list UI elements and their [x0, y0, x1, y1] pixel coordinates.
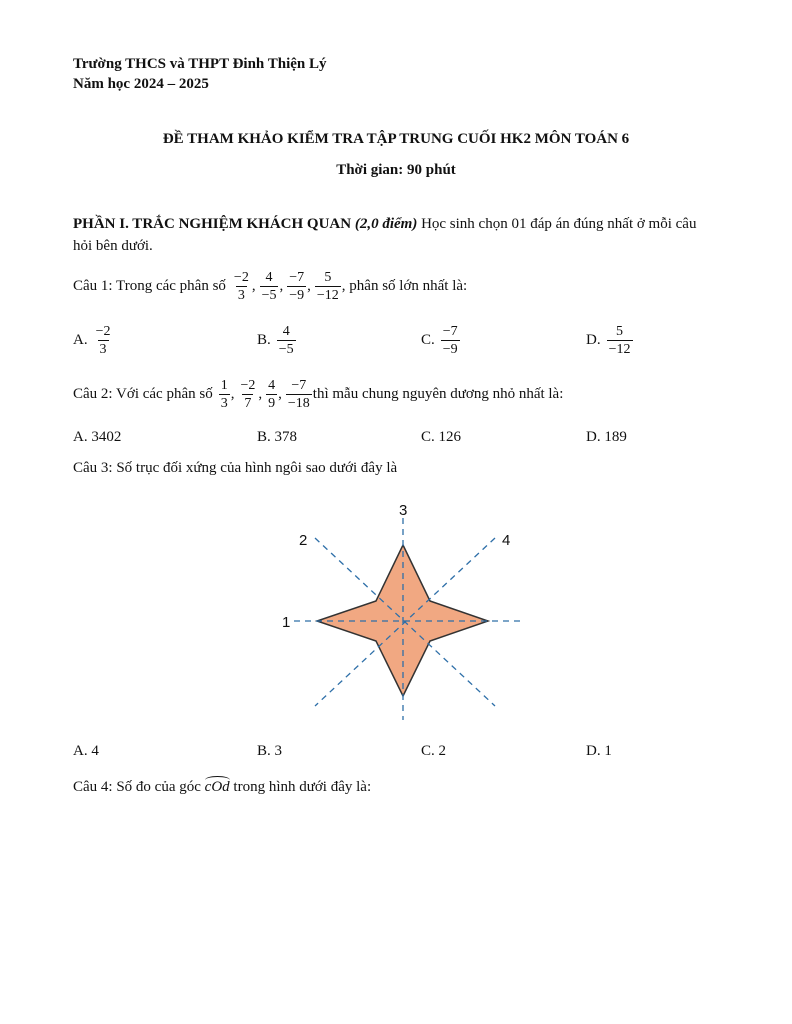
axis-label-2: 2	[299, 532, 308, 549]
question-1-prefix: Câu 1: Trong các phân số	[73, 278, 226, 294]
q2-option-d[interactable]: D. 189	[586, 429, 627, 445]
question-2-suffix: thì mẫu chung nguyên dương nhỏ nhất là:	[312, 386, 564, 402]
q3-option-b[interactable]: B. 3	[257, 743, 283, 759]
part1-instruction: Học sinh chọn 01 đáp án đúng nhất ở mỗi câu	[417, 216, 697, 232]
question-2: Câu 2: Với các phân số $\frac{1}{3}$ , $\frac{-2}{7}$ , $\frac{4}{9}$ , $\frac{-7}{-18}$ thì mẫu chung nguyên dương nhỏ nhất là:	[73, 378, 564, 411]
question-1-suffix: , phân số lớn nhất là:	[341, 278, 468, 294]
q2-fraction-4: $\frac{-7}{-18}$	[287, 378, 310, 411]
q2-fraction-1: $\frac{1}{3}$	[220, 378, 228, 411]
part1-heading: PHẦN I. TRẮC NGHIỆM KHÁCH QUAN	[73, 216, 352, 232]
axis-label-1: 1	[282, 614, 291, 631]
exam-title: ĐỀ THAM KHẢO KIỂM TRA TẬP TRUNG CUỐI HK2 MÔN TOÁN 6	[162, 131, 630, 147]
part1-instruction-cont: hỏi bên dưới.	[73, 238, 153, 254]
axis-label-4: 4	[502, 532, 511, 549]
q2-option-b[interactable]: B. 378	[257, 429, 298, 445]
q2-fraction-3: $\frac{4}{9}$	[268, 378, 276, 411]
q3-option-a[interactable]: A. 4	[73, 743, 99, 759]
question-2-prefix: Câu 2: Với các phân số	[73, 386, 213, 402]
school-year: Năm học 2024 – 2025	[73, 76, 209, 92]
q1-option-c[interactable]: C. $\frac{-7}{-9}$	[421, 324, 458, 357]
q1-option-a[interactable]: A. $\frac{-2}{3}$	[73, 324, 111, 357]
q1-fraction-3: $\frac{-7}{-9}$	[289, 270, 305, 303]
question-4-prefix: Câu 4: Số đo của góc	[73, 779, 205, 795]
part1-heading-line	[73, 216, 696, 233]
part1-points: (2,0 điểm)	[354, 216, 418, 232]
q1-fraction-2: $\frac{4}{-5}$	[261, 270, 277, 303]
q3-option-d[interactable]: D. 1	[586, 743, 612, 759]
q1-fraction-1: $\frac{-2}{3}$	[233, 270, 249, 303]
exam-duration: Thời gian: 90 phút	[336, 162, 456, 178]
angle-cod: cOd	[204, 779, 230, 795]
q3-option-c[interactable]: C. 2	[421, 743, 447, 759]
q1-fraction-4: $\frac{5}{-12}$	[316, 270, 339, 303]
q2-option-c[interactable]: C. 126	[421, 429, 462, 445]
q1-option-b[interactable]: B. $\frac{4}{-5}$	[257, 324, 294, 357]
question-3: Câu 3: Số trục đối xứng của hình ngôi sao dưới đây là	[73, 460, 398, 476]
q2-option-a[interactable]: A. 3402	[73, 429, 122, 445]
q1-option-d[interactable]: D. $\frac{5}{-12}$	[586, 324, 631, 357]
question-4	[73, 779, 371, 796]
axis-label-3: 3	[399, 502, 408, 519]
q2-fraction-2: $\frac{-2}{7}$	[240, 378, 256, 411]
school-name: Trường THCS và THPT Đinh Thiện Lý	[73, 56, 327, 72]
question-4-suffix: trong hình dưới đây là:	[229, 779, 372, 795]
star-figure	[270, 498, 540, 724]
question-1: Câu 1: Trong các phân số $\frac{-2}{3}$ , $\frac{4}{-5}$ , $\frac{-7}{-9}$ , $\frac{5}{-12}$ , phân số lớn nhất là:	[73, 270, 468, 303]
